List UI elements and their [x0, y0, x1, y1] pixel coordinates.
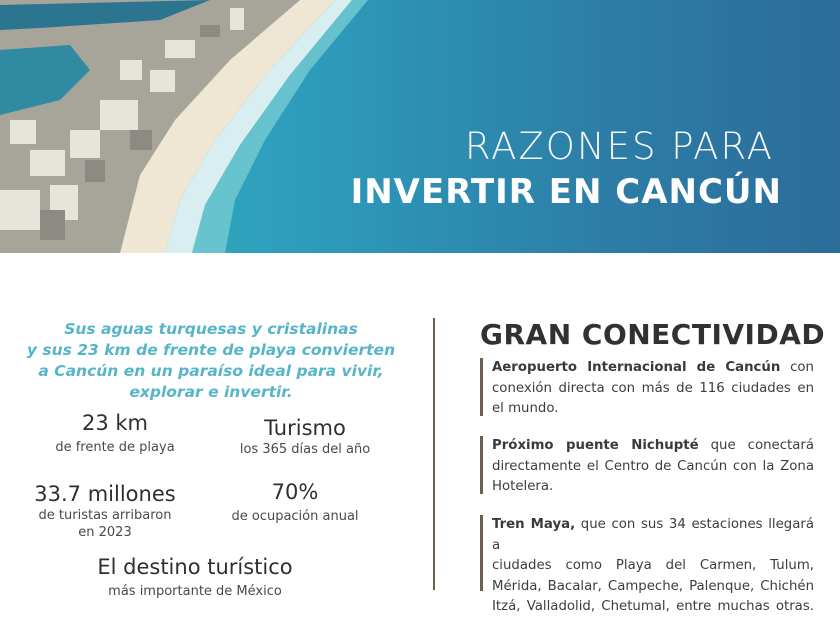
item-accent-bar — [480, 358, 483, 416]
item-highlight: Aeropuerto Internacional de Cancún — [492, 360, 781, 375]
stat-caption: más importante de México — [108, 584, 282, 599]
intro-line: Sus aguas turquesas y cristalinas — [64, 320, 358, 338]
item-text: el mundo. — [492, 401, 559, 416]
stat-tourism — [205, 415, 405, 458]
item-text: que con sus 34 estaciones llegará a — [492, 517, 814, 553]
stat-caption: de turistas arribaron — [38, 508, 172, 523]
stat-occupancy — [200, 479, 390, 525]
item-text: ciudades como Playa del Carmen, Tulum, — [492, 558, 814, 573]
hero-title-line1: RAZONES PARA — [464, 125, 774, 168]
stat-value: El destino turístico — [97, 555, 293, 579]
stat-caption: los 365 días del año — [239, 442, 371, 457]
item-text: Hotelera. — [492, 479, 554, 494]
intro-line: explorar e invertir. — [129, 383, 293, 401]
item-text: Itzá, Valladolid, Chetumal, entre muchas otras. — [492, 599, 814, 614]
hero-title-line2: INVERTIR EN CANCÚN — [350, 172, 782, 212]
column-divider — [433, 318, 435, 590]
stat-value: 70% — [271, 480, 319, 504]
item-text: que conectará — [698, 438, 814, 453]
conectividad-title: GRAN CONECTIVIDAD — [480, 318, 826, 351]
item-text: con — [780, 360, 814, 375]
stat-caption: de frente de playa — [55, 440, 175, 455]
intro-line: y sus 23 km de frente de playa convierten — [26, 341, 396, 359]
stat-beach-km — [20, 410, 210, 456]
item-text: directamente el Centro de Cancún con la Zona — [492, 458, 814, 474]
conectividad-item-bridge — [492, 436, 814, 498]
intro-text — [22, 319, 400, 403]
intro-line: a Cancún en un paraíso ideal para vivir, — [38, 362, 384, 380]
item-highlight: Próximo puente Nichupté — [492, 438, 699, 453]
item-highlight: Tren Maya, — [492, 517, 576, 532]
stat-caption: en 2023 — [78, 525, 132, 540]
stat-destination — [80, 554, 310, 600]
stat-value: 33.7 millones — [34, 482, 176, 506]
item-text: conexión directa con más de 116 ciudades en — [492, 380, 814, 396]
conectividad-item-train — [492, 515, 814, 618]
conectividad-item-airport — [492, 358, 814, 420]
item-text: Mérida, Bacalar, Campeche, Palenque, Chichén — [492, 578, 814, 594]
hero-banner — [0, 0, 840, 253]
item-accent-bar — [480, 515, 483, 591]
stat-value: 23 km — [81, 411, 148, 435]
stat-caption: de ocupación anual — [231, 509, 359, 524]
stat-tourists — [10, 481, 200, 541]
stat-value: Turismo — [264, 416, 346, 440]
item-accent-bar — [480, 436, 483, 494]
hero-title — [351, 124, 782, 214]
